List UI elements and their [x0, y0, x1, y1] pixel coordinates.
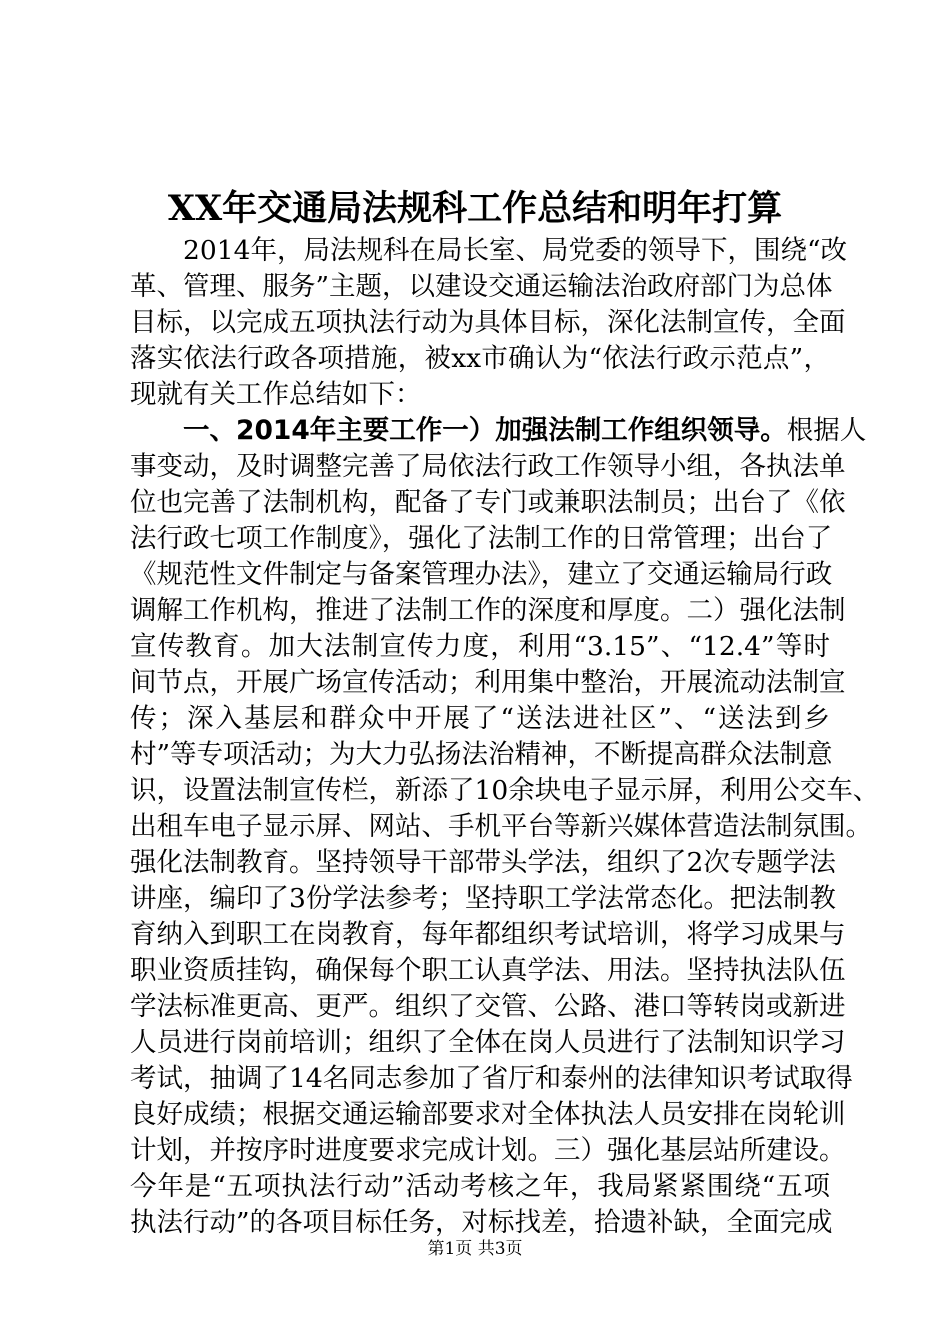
body-line: 法行政七项工作制度》，强化了法制工作的日常管理；出台了 [130, 523, 833, 554]
body-line: 目标，以完成五项执法行动为具体目标，深化法制宣传，全面 [130, 307, 846, 338]
body-line: 传；深入基层和群众中开展了“送法进社区”、“送法到乡 [130, 703, 830, 734]
body-line: 人员进行岗前培训；组织了全体在岗人员进行了法制知识学习 [130, 1027, 846, 1058]
body-line: 育纳入到职工在岗教育，每年都组织考试培训，将学习成果与 [130, 919, 846, 950]
body-line: 现就有关工作总结如下： [130, 379, 422, 410]
body-line: 革、管理、服务”主题，以建设交通运输法治政府部门为总体 [130, 271, 833, 302]
body-line: 今年是“五项执法行动”活动考核之年，我局紧紧围绕“五项 [130, 1171, 830, 1202]
body-line: 识，设置法制宣传栏，新添了10余块电子显示屏，利用公交车、 [130, 775, 880, 806]
section-heading: 一、2014年主要工作一）加强法制工作组织领导。 [130, 415, 787, 446]
body-line: 强化法制教育。坚持领导干部带头学法，组织了2次专题学法 [130, 847, 836, 878]
body-line: 学法标准更高、更严。组织了交管、公路、港口等转岗或新进 [130, 991, 846, 1022]
body-line: 落实依法行政各项措施，被xx市确认为“依法行政示范点”， [130, 343, 830, 374]
body-line: 职业资质挂钩，确保每个职工认真学法、用法。坚持执法队伍 [130, 955, 846, 986]
body-line: 《规范性文件制定与备案管理办法》，建立了交通运输局行政 [130, 559, 833, 590]
body-line: 考试，抽调了14名同志参加了省厅和泰州的法律知识考试取得 [130, 1063, 853, 1094]
body-line: 间节点，开展广场宣传活动；利用集中整治，开展流动法制宣 [130, 667, 846, 698]
document-title: XX年交通局法规科工作总结和明年打算 [167, 188, 783, 229]
section-heading-line [130, 413, 866, 449]
body-line: 事变动，及时调整完善了局依法行政工作领导小组，各执法单 [130, 451, 846, 482]
body-line: 调解工作机构，推进了法制工作的深度和厚度。二）强化法制 [130, 595, 846, 626]
body-line: 执法行动”的各项目标任务，对标找差，拾遗补缺，全面完成 [130, 1207, 833, 1238]
body-line: 村”等专项活动；为大力弘扬法治精神，不断提高群众法制意 [130, 739, 833, 770]
body-line: 计划，并按序时进度要求完成计划。三）强化基层站所建设。 [130, 1135, 846, 1166]
body-line: 良好成绩；根据交通运输部要求对全体执法人员安排在岗轮训 [130, 1099, 846, 1130]
page-footer: 第1页 共3页 [427, 1239, 523, 1259]
body-line: 位也完善了法制机构，配备了专门或兼职法制员；出台了《依 [130, 487, 846, 518]
body-line: 讲座，编印了3份学法参考；坚持职工学法常态化。把法制教 [130, 883, 836, 914]
body-line: 2014年，局法规科在局长室、局党委的领导下，围绕“改 [130, 235, 847, 266]
body-line: 出租车电子显示屏、网站、手机平台等新兴媒体营造法制氛围。 [130, 811, 872, 842]
section-heading-continuation: 根据人 [786, 415, 867, 446]
body-line: 宣传教育。加大法制宣传力度，利用“3.15”、“12.4”等时 [130, 631, 830, 662]
